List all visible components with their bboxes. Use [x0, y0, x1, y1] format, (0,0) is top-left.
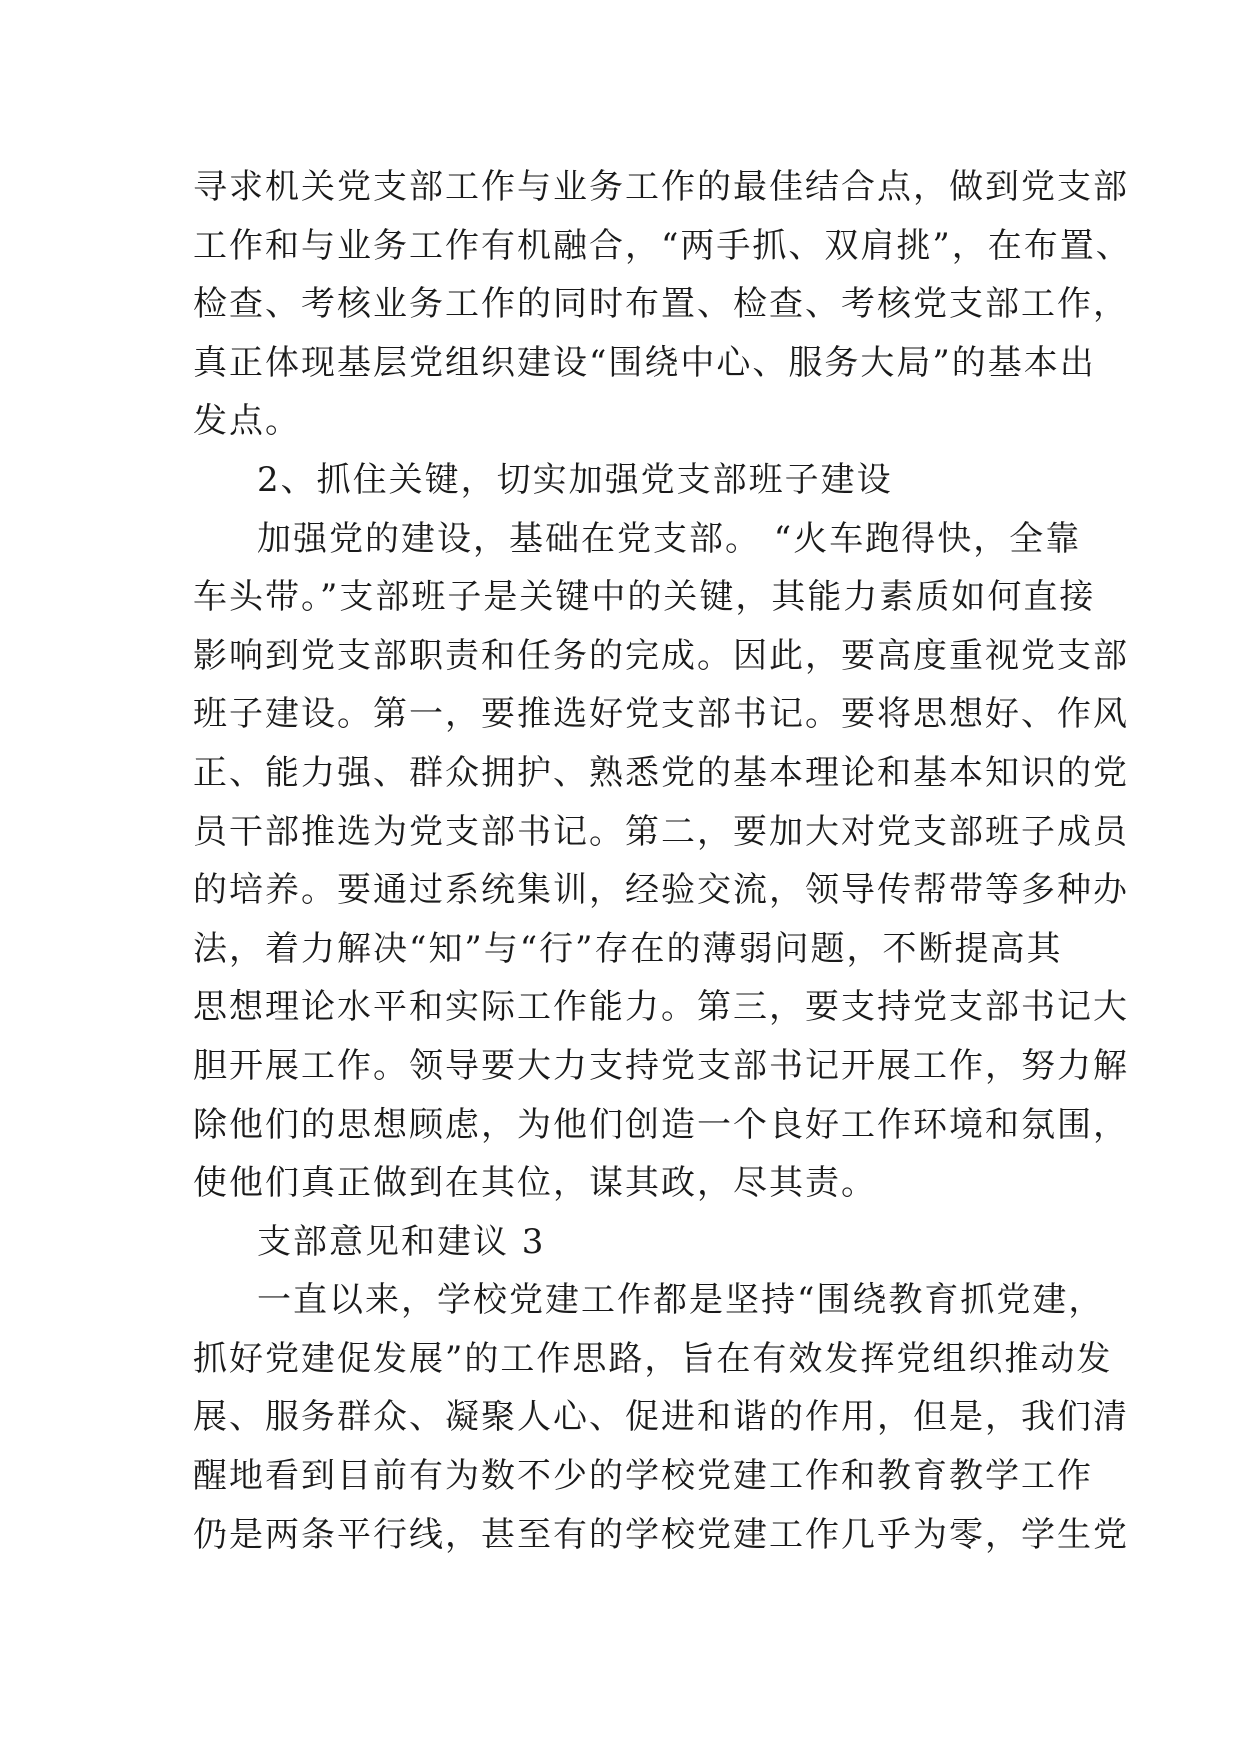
text-line: 影响到党支部职责和任务的完成。因此，要高度重视党支部: [193, 635, 1129, 676]
text-line: 抓好党建促发展”的工作思路，旨在有效发挥党组织推动发: [193, 1338, 1113, 1379]
text-line: 员干部推选为党支部书记。第二，要加大对党支部班子成员: [193, 811, 1129, 852]
text-line: 胆开展工作。领导要大力支持党支部书记开展工作，努力解: [193, 1045, 1129, 1086]
text-line: 一直以来，学校党建工作都是坚持“围绕教育抓党建，: [257, 1280, 1105, 1321]
document-body: [193, 158, 1132, 1564]
text-line: 思想理论水平和实际工作能力。第三，要支持党支部书记大: [193, 987, 1129, 1028]
text-line: 工作和与业务工作有机融合，“两手抓、双肩挑”，在布置、: [193, 225, 1132, 266]
text-line: 使他们真正做到在其位，谋其政，尽其责。: [193, 1163, 877, 1204]
text-line: 车头带。”支部班子是关键中的关键，其能力素质如何直接: [193, 577, 1096, 618]
text-line: 寻求机关党支部工作与业务工作的最佳结合点，做到党支部: [193, 167, 1129, 207]
section-heading: 支部意见和建议 3: [257, 1221, 546, 1262]
text-line: 班子建设。第一，要推选好党支部书记。要将思想好、作风: [193, 694, 1129, 735]
text-line: 仍是两条平行线，甚至有的学校党建工作几乎为零，学生党: [193, 1514, 1129, 1555]
text-line: 加强党的建设，基础在党支部。 “火车跑得快，全靠: [257, 518, 1082, 559]
text-line: 法，着力解决“知”与“行”存在的薄弱问题，不断提高其: [193, 928, 1063, 969]
text-line: 的培养。要通过系统集训，经验交流，领导传帮带等多种办: [193, 870, 1129, 911]
text-line: 醒地看到目前有为数不少的学校党建工作和教育教学工作: [193, 1456, 1093, 1497]
text-line: 展、服务群众、凝聚人心、促进和谐的作用，但是，我们清: [193, 1397, 1129, 1438]
text-line: 正、能力强、群众拥护、熟悉党的基本理论和基本知识的党: [193, 752, 1129, 793]
text-line: 检查、考核业务工作的同时布置、检查、考核党支部工作，: [193, 284, 1129, 325]
text-line: 除他们的思想顾虑，为他们创造一个良好工作环境和氛围，: [193, 1104, 1129, 1145]
text-line: 真正体现基层党组织建设“围绕中心、服务大局”的基本出: [193, 342, 1096, 383]
text-line: 发点。: [193, 401, 301, 442]
section-heading: 2、抓住关键，切实加强党支部班子建设: [257, 459, 893, 500]
